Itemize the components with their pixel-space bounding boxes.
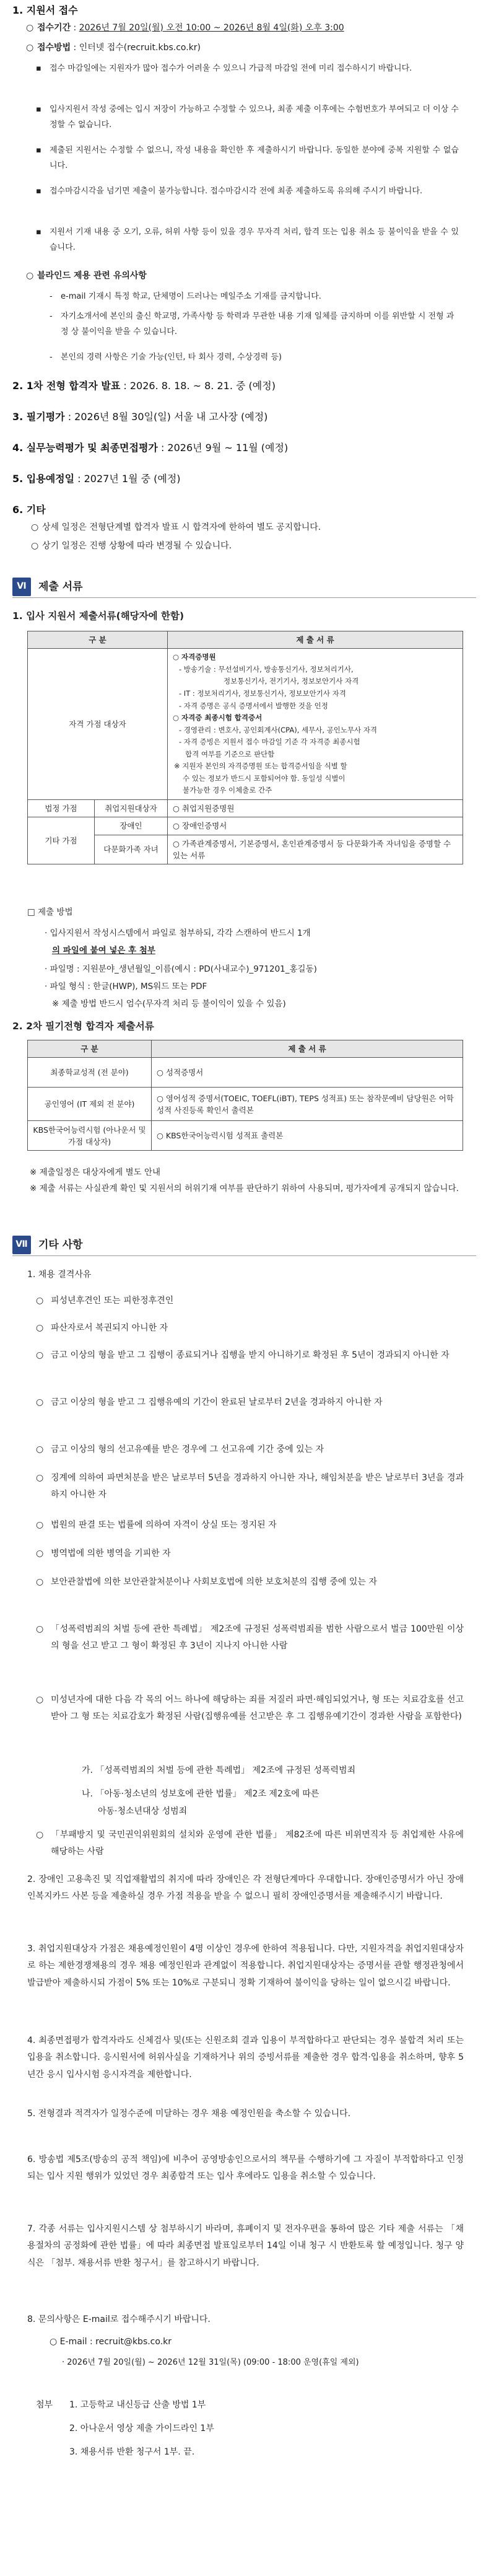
table-row: 기타 가점 장애인 ○ 장애인증명서 xyxy=(28,817,463,835)
disq-item: ○ 징계에 의하여 파면처분을 받은 날로부터 5년을 경과하지 아니한 자나, 해임처분을 받은 날로부터 3년을 경과하지 아니한 자 xyxy=(36,1473,464,1500)
circle-bullet-icon: ○ xyxy=(26,43,34,53)
disq-item: ○ 「부패방지 및 국민권익위원회의 설치와 운영에 관한 법률」 제82조에 따른 비위면직자 등 취업제한 사유에 해당하는 사람 xyxy=(36,1830,464,1857)
table-header: 제 출 서 류 xyxy=(152,1040,463,1058)
blind-label: 블라인드 제용 관련 유의사항 xyxy=(37,271,147,281)
note-item: ▪ 접수 마감일에는 지원자가 많아 접수가 어려울 수 있으니 가급적 마감일 전에 미리 접수하시기 바랍니다. xyxy=(36,64,412,73)
other-item: ○ 상기 일정은 진행 상황에 따라 변경될 수 있습니다. xyxy=(31,541,232,551)
written-pass-docs-table xyxy=(27,1040,463,1151)
section-header-others xyxy=(12,1236,83,1254)
paragraph: 6. 방송법 제5조(방송의 공적 책임)에 비추어 공영방송인으로서의 책무를 수행하기에 그 자질이 부적합하다고 인정되는 입사 지원 행위가 있었던 경우 최종합격 또는 입사 후에라도 입용을 취소할 수 있습니다. xyxy=(27,2155,464,2182)
table-row: 법정 가점 취업지원대상자 ○ 취업지원증명원 xyxy=(28,799,463,817)
submit-line: · 파일 형식 : 한글(HWP), MS워드 또는 PDF xyxy=(45,982,207,991)
note-item: ▪ 지원서 기재 내용 중 오기, 오류, 허위 사항 등이 있을 경우 무자격 처리, 합격 또는 입용 취소 등 불이익을 받을 수 있습니다. xyxy=(36,227,459,253)
period-row: ○ 접수기간 : 2026년 7월 20일(월) 오전 10:00 ~ 2026년 8월 4일(화) 오후 3:00 xyxy=(26,21,466,35)
heading-application: 1. 지원서 접수 xyxy=(12,4,78,16)
section-number-badge: Ⅶ xyxy=(12,1236,31,1254)
table-row: KBS한국어능력시험 (아나운서 및 가점 대상자) ○ KBS한국어능력시험 성적표 출력본 xyxy=(28,1121,463,1151)
blind-note: - e-mail 기재시 특정 학교, 단체명이 드러나는 메일주소 기재를 금지합니다. xyxy=(50,292,321,301)
paragraph: 2. 장애인 고용촉진 및 직업재활법의 취지에 따라 장애인은 각 전형단계마다 우대합니다. 장애인증명서가 아닌 장애인복지카드 사본 등을 제출하실 경우 가점 적용을 받을 수 없으니 필히 장애인증명서를 제출해주시기 바랍니다. xyxy=(27,1875,464,1902)
submit-method-heading: □ 제출 방법 xyxy=(27,907,73,917)
period-label: 접수기간 xyxy=(37,23,71,33)
application-docs-table xyxy=(27,631,463,864)
section-title: 기타 사항 xyxy=(38,1238,83,1251)
paragraph: 8. 문의사항은 E-mail로 접수해주시기 바랍니다. xyxy=(27,2314,211,2324)
disq-item: ○ 금고 이상의 형을 받고 그 집행유예의 기간이 완료된 날로부터 2년을 경과하지 아니한 자 xyxy=(36,1397,383,1407)
section-title: 제출 서류 xyxy=(38,580,83,593)
disqualification-heading: 1. 채용 결격사유 xyxy=(27,1270,92,1280)
disq-item: ○ 미성년자에 대한 다음 각 목의 어느 하나에 해당하는 죄를 저질러 파면·해임되었거나, 형 또는 치료감호를 선고 받아 그 형 또는 치료감호가 확정된 사람(집행유예를 선고받은 후 그 집행유예기간이 경과한 사람을 포함한다) xyxy=(36,1695,464,1722)
paragraph: 3. 취업지원대상자 가점은 채용예정인원이 4명 이상인 경우에 한하여 적용됩니다. 다만, 지원자격을 취업지원대상자로 하는 제한경쟁채용의 경우 채용 예정인원과 관계없이 적용합니다. 취업지원대상자는 증명서를 관할 행정관청에서 발급받아 제출하시되 가점이 5% 또는 10%로 구분되니 정확 기재하여 불이익을 당하는 일이 없으시길 바랍니다. xyxy=(27,1944,464,1988)
note-item: ▪ 접수마감시각을 넘기면 제출이 불가능합니다. 접수마감시각 전에 최종 제출하도록 유의해 주시기 바랍니다. xyxy=(36,187,423,196)
divider xyxy=(12,597,476,598)
disq-item: ○ 보안관찰법에 의한 보안관찰처분이나 사회보호법에 의한 보호처분의 집행 중에 있는 자 xyxy=(36,1577,377,1587)
note-item: ▪ 입사지원서 작성 중에는 입시 저장이 가능하고 수정할 수 있으나, 최종 제출 이후에는 수험번호가 부여되고 더 이상 수정할 수 없습니다. xyxy=(36,105,459,130)
table-row: 최종학교성적 (전 분야) ○ 성적증명서 xyxy=(28,1058,463,1088)
subheading-application-docs: 1. 입사 지원서 제출서류(해당자에 한함) xyxy=(12,610,185,622)
circle-bullet-icon: ○ xyxy=(26,271,34,281)
table-row: 공인영어 (IT 제외 전 분야) ○ 영어성적 증명서(TOEIC, TOEFL(iBT), TEPS 성적표) 또는 참작문예비 담당원은 어학성적 사진등록 확인서 출력본 xyxy=(28,1088,463,1121)
heading-hire-date: 5. 입용예정일 : 2027년 1월 중 (예정) xyxy=(12,473,181,485)
table-header: 구 분 xyxy=(28,1040,152,1058)
disq-item: ○ 파산자로서 복권되지 아니한 자 xyxy=(36,1323,168,1333)
table-row: 자격 가점 대상자 ○ 자격증명원 - 방송기술 : 무선설비기사, 방송통신기사, 정보처리기사, 정보통신기사, 전기기사, 정보보안기사 자격 - IT : 정보처리기사, 정보통신기사, 정보보안기사 자격 - 자격 증명은 공식 증명서에서 발행한 것을 인정 ○ 자격증 최종시험 합격증서 - 경영관리 : 변호사, 공인회계사(CPA), 세무사, 공인노무사 자격 - 자격 증빙은 지원서 접수 마감일 기준 각 자격증 최종시험 합격 여부를 기준으로 판단함 ※ 지원자 본인의 자격증명원 또는 합격증서임을 식별 할 수 있는 정보가 반드시 포함되어야 함. 동일성 식별이 불가능한 경우 이체출로 간주 xyxy=(28,649,463,800)
note-item: ▪ 제출된 지원서는 수정할 수 없으니, 작성 내용을 확인한 후 제출하시기 바랍니다. 동일한 분야에 중복 지원할 수 없습니다. xyxy=(36,146,459,171)
attachment-item: 1. 고등학교 내신등급 산출 방법 1부 xyxy=(69,2400,206,2410)
disq-sub-item: 나. 「아동·청소년의 성보호에 관한 법률」 제2조 제2호에 따른 xyxy=(82,1789,319,1799)
disq-item: ○ 금고 이상의 형을 받고 그 집행이 종료되거나 집행을 받지 아니하기로 확정된 후 5년이 경과되지 아니한 자 xyxy=(36,1350,450,1360)
disq-sub-item: 가. 「성폭력범죄의 처벌 등에 관한 특례법」 제2조에 규정된 성폭력범죄 xyxy=(82,1765,356,1775)
submit-line: · 입사지원서 작성시스템에서 파일로 첨부하되, 각각 스캔하여 반드시 1개 xyxy=(45,928,311,938)
submit-line: ※ 제출 방법 반드시 엄수(무자격 처리 등 불이익이 있을 수 있음) xyxy=(52,999,286,1009)
period-value: 2026년 7월 20일(월) 오전 10:00 ~ 2026년 8월 4일(화) 오후 3:00 xyxy=(79,23,344,33)
table-header: 제 출 서 류 xyxy=(168,631,463,649)
footnote: ※ 제출 서류는 사실관계 확인 및 지원서의 허위기재 여부를 판단하기 위하여 사용되며, 평가자에게 공개되지 않습니다. xyxy=(30,1184,459,1193)
heading-others: 6. 기타 xyxy=(12,504,46,516)
blind-note: - 본인의 경력 사항은 기술 가능(인턴, 타 회사 경력, 수상경력 등) xyxy=(50,353,282,362)
contact-email[interactable]: ○ E-mail : recruit@kbs.co.kr xyxy=(50,2337,172,2347)
submit-line: · 파일명 : 지원분야_생년월일_이름(예시 : PD(사내교수)_971201_홍길동) xyxy=(45,964,317,974)
subheading-written-pass-docs: 2. 2차 필기전형 합격자 제출서류 xyxy=(12,1021,154,1032)
table-header: 구 분 xyxy=(28,631,168,649)
method-value[interactable]: 인터넷 접수(recruit.kbs.co.kr) xyxy=(79,43,201,53)
other-item: ○ 상세 일정은 전형단계별 합격자 발표 시 합격자에 한하여 별도 공지합니다. xyxy=(31,522,321,532)
disq-item: ○ 피성년후견인 또는 피한정후견인 xyxy=(36,1296,174,1306)
section-header-documents xyxy=(12,578,83,596)
circle-bullet-icon: ○ xyxy=(26,23,34,33)
footnote: ※ 제출일정은 대상자에게 별도 안내 xyxy=(30,1167,161,1177)
method-row: ○ 접수방법 : 인터넷 접수(recruit.kbs.co.kr) xyxy=(26,41,466,55)
paragraph: 5. 전형결과 적격자가 일정수준에 미달하는 경우 채용 예정인원을 축소할 수 있습니다. xyxy=(27,2109,351,2119)
heading-first-result: 2. 1차 전형 합격자 발표 : 2026. 8. 18. ~ 8. 21. 중 (예정) xyxy=(12,380,276,392)
blind-note: - 자기소개서에 본인의 출신 학교명, 가족사항 등 학력과 무관한 내용 기재 일체를 금지하며 이를 위반할 시 전형 과정 상 불이익을 받을 수 있습니다. xyxy=(50,312,454,337)
table-row: 다문화가족 자녀 ○ 가족관계증명서, 기본증명서, 혼인관계증명서 등 다문화가족 자녀임을 증명할 수 있는 서류 xyxy=(28,835,463,864)
heading-written-test: 3. 필기평가 : 2026년 8월 30일(일) 서울 내 고사장 (예정) xyxy=(12,411,268,423)
paragraph: 7. 각종 서류는 입사지원시스템 상 첨부하시기 바라며, 휴폐이지 및 전자우편을 통하여 많은 기타 제출 서류는 「채용절차의 공정화에 관한 법률」에 따라 최종면접 발표일로부터 14일 이내 청구 시 반환토록 할 예정입니다. 청구 양식은 「첨부. 채용서류 반환 청구서」를 참고하시기 바랍니다. xyxy=(27,2224,464,2268)
attachment-item: 2. 아나운서 영상 제출 가이드라인 1부 xyxy=(69,2424,214,2433)
paragraph: 4. 최종면접평가 합격자라도 신체검사 및(또는 신원조회 결과 입용이 부적합하다고 판단되는 경우 불합격 처리 또는 입용을 취소합니다. 응시원서에 허위사실을 기재하거나 위의 증빙서류를 제출한 경우 합격·입용을 취소하며, 향후 5년간 응시 입사시험 응시자격을 제한합니다. xyxy=(27,2036,464,2080)
submit-line: 의 파일에 붙여 넣은 후 첨부 xyxy=(52,946,155,956)
disq-item: ○ 금고 이상의 형의 선고유예를 받은 경우에 그 선고유예 기간 중에 있는 자 xyxy=(36,1444,324,1454)
section-number-badge: Ⅵ xyxy=(12,578,31,596)
method-label: 접수방법 xyxy=(37,43,71,53)
divider xyxy=(12,1255,476,1256)
blind-row xyxy=(26,269,466,283)
attachment-item: 3. 채용서류 반환 청구서 1부. 끝. xyxy=(69,2447,195,2457)
disq-item: ○ 병역법에 의한 병역을 기피한 자 xyxy=(36,1549,171,1558)
disq-item: ○ 「성폭력범죄의 처벌 등에 관한 특례법」 제2조에 규정된 성폭력범죄를 범한 사람으로서 벌금 100만원 이상의 형을 선고 받고 그 형이 확정된 후 3년이 지나지 아니한 사람 xyxy=(36,1624,464,1651)
attachment-label: 첨부 xyxy=(36,2400,53,2410)
disq-item: ○ 법원의 판결 또는 법률에 의하여 자격이 상실 또는 정지된 자 xyxy=(36,1520,277,1530)
disq-sub-item: 아동·청소년대상 성범죄 xyxy=(98,1806,188,1816)
heading-final-interview: 4. 실무능력평가 및 최종면접평가 : 2026년 9월 ~ 11월 (예정) xyxy=(12,442,289,454)
contact-period: · 2026년 7월 20일(월) ~ 2026년 12월 31일(목) (09:00 - 18:00 운영(휴일 제외) xyxy=(62,2358,359,2367)
